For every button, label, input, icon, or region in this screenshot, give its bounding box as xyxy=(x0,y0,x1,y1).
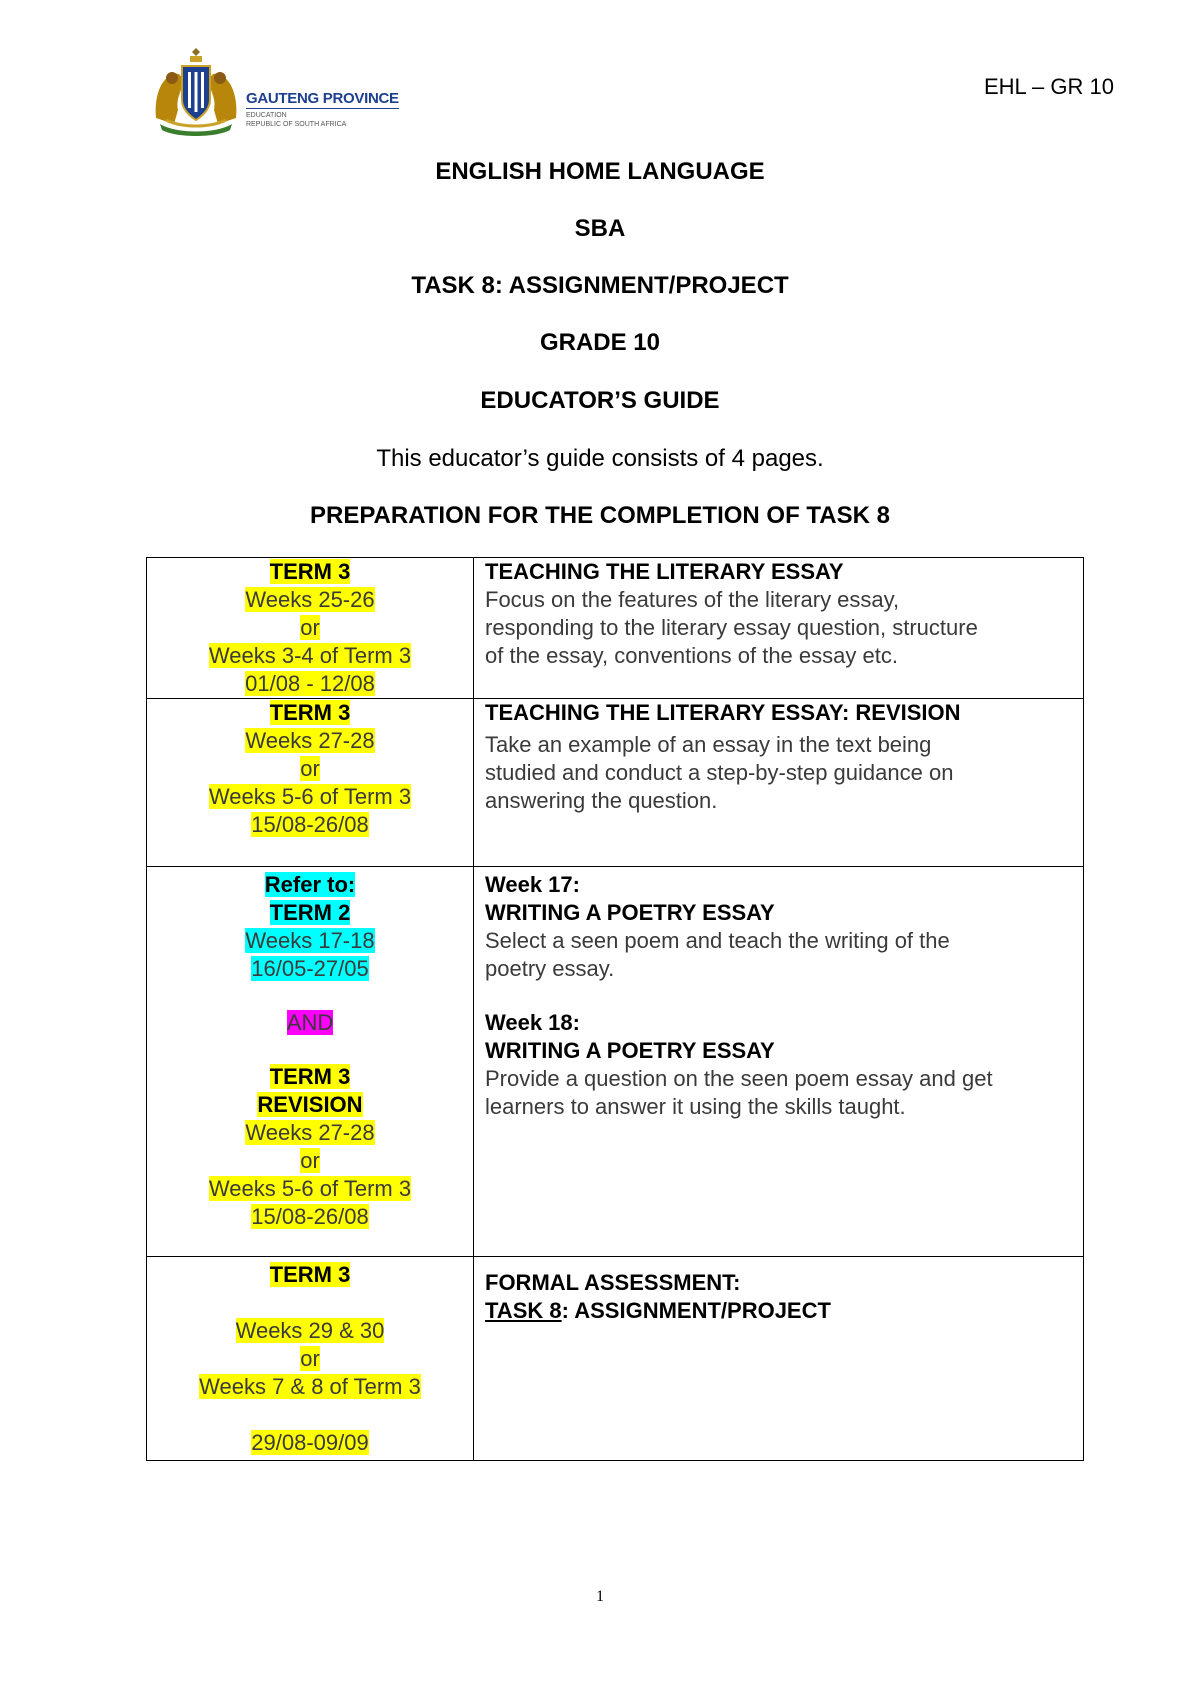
logo-country: REPUBLIC OF SOUTH AFRICA xyxy=(246,121,347,128)
title-grade: GRADE 10 xyxy=(539,329,661,356)
preparation-table xyxy=(146,557,1084,1461)
activity-cell xyxy=(474,867,1084,1257)
term-label: TERM 3 xyxy=(269,559,351,584)
title-subject: ENGLISH HOME LANGUAGE xyxy=(435,158,765,185)
activity-line: studied and conduct a step-by-step guidance on xyxy=(485,760,954,785)
activity-heading: WRITING A POETRY ESSAY xyxy=(485,900,775,925)
term-cell xyxy=(147,1257,474,1461)
or-label: or xyxy=(300,1148,320,1173)
weeks-alt-label: Weeks 5-6 of Term 3 xyxy=(208,784,412,809)
section-heading: PREPARATION FOR THE COMPLETION OF TASK 8 xyxy=(309,502,890,529)
activity-line: Provide a question on the seen poem essay and get xyxy=(485,1066,993,1091)
term-cell xyxy=(147,699,474,867)
term-label: TERM 3 xyxy=(269,1262,351,1287)
activity-line: learners to answer it using the skills taught. xyxy=(485,1094,906,1119)
activity-line: responding to the literary essay question, structure xyxy=(485,615,978,640)
title-sba: SBA xyxy=(574,215,626,242)
activity-cell xyxy=(474,699,1084,867)
or-label: or xyxy=(300,1346,320,1371)
term-cell xyxy=(147,558,474,699)
date-range: 15/08-26/08 xyxy=(251,812,369,837)
weeks-alt-label: Weeks 7 & 8 of Term 3 xyxy=(199,1374,421,1399)
activity-line: poetry essay. xyxy=(485,956,615,981)
page-number: 1 xyxy=(596,1588,604,1605)
term-label: TERM 2 xyxy=(269,900,351,925)
or-label: or xyxy=(300,615,320,640)
activity-line: Focus on the features of the literary essay, xyxy=(485,587,900,612)
date-range: 15/08-26/08 xyxy=(251,1204,369,1229)
title-task: TASK 8: ASSIGNMENT/PROJECT xyxy=(411,272,789,299)
weeks-label: Weeks 25-26 xyxy=(245,587,375,612)
logo-subtitle: EDUCATION xyxy=(246,112,287,119)
title-guide: EDUCATOR’S GUIDE xyxy=(480,387,720,414)
refer-label: Refer to: xyxy=(264,872,356,897)
task-title: : ASSIGNMENT/PROJECT xyxy=(561,1298,831,1323)
week-label: Week 17: xyxy=(485,872,580,897)
activity-cell xyxy=(474,1257,1084,1461)
activity-line: answering the question. xyxy=(485,788,718,813)
table-row xyxy=(147,558,1084,699)
activity-heading: TEACHING THE LITERARY ESSAY xyxy=(485,559,844,584)
date-range: 29/08-09/09 xyxy=(251,1430,369,1455)
activity-heading: WRITING A POETRY ESSAY xyxy=(485,1038,775,1063)
coat-of-arms-icon xyxy=(146,48,246,136)
revision-label: REVISION xyxy=(257,1092,363,1117)
logo-title: GAUTENG PROVINCE xyxy=(246,90,399,107)
activity-heading: FORMAL ASSESSMENT: xyxy=(485,1270,741,1295)
activity-line: of the essay, conventions of the essay etc. xyxy=(485,643,898,668)
and-label: AND xyxy=(286,1010,334,1035)
weeks-label: Weeks 29 & 30 xyxy=(235,1318,385,1343)
or-label: or xyxy=(300,756,320,781)
gauteng-logo xyxy=(146,48,399,136)
date-range: 01/08 - 12/08 xyxy=(245,671,375,696)
term-cell xyxy=(147,867,474,1257)
intro-text: This educator’s guide consists of 4 pages. xyxy=(376,445,824,472)
weeks-alt-label: Weeks 5-6 of Term 3 xyxy=(208,1176,412,1201)
activity-cell xyxy=(474,558,1084,699)
document-code: EHL – GR 10 xyxy=(983,74,1114,99)
term-label: TERM 3 xyxy=(269,1064,351,1089)
table-row xyxy=(147,867,1084,1257)
activity-heading: TEACHING THE LITERARY ESSAY: REVISION xyxy=(485,700,961,725)
week-label: Week 18: xyxy=(485,1010,580,1035)
table-row xyxy=(147,699,1084,867)
weeks-label: Weeks 17-18 xyxy=(245,928,375,953)
activity-line: Take an example of an essay in the text being xyxy=(485,732,932,757)
date-range: 16/05-27/05 xyxy=(251,956,369,981)
task-link[interactable]: TASK 8 xyxy=(485,1298,562,1323)
term-label: TERM 3 xyxy=(269,700,351,725)
weeks-label: Weeks 27-28 xyxy=(245,1120,375,1145)
activity-line: Select a seen poem and teach the writing of the xyxy=(485,928,950,953)
weeks-label: Weeks 27-28 xyxy=(245,728,375,753)
table-row xyxy=(147,1257,1084,1461)
weeks-alt-label: Weeks 3-4 of Term 3 xyxy=(208,643,412,668)
